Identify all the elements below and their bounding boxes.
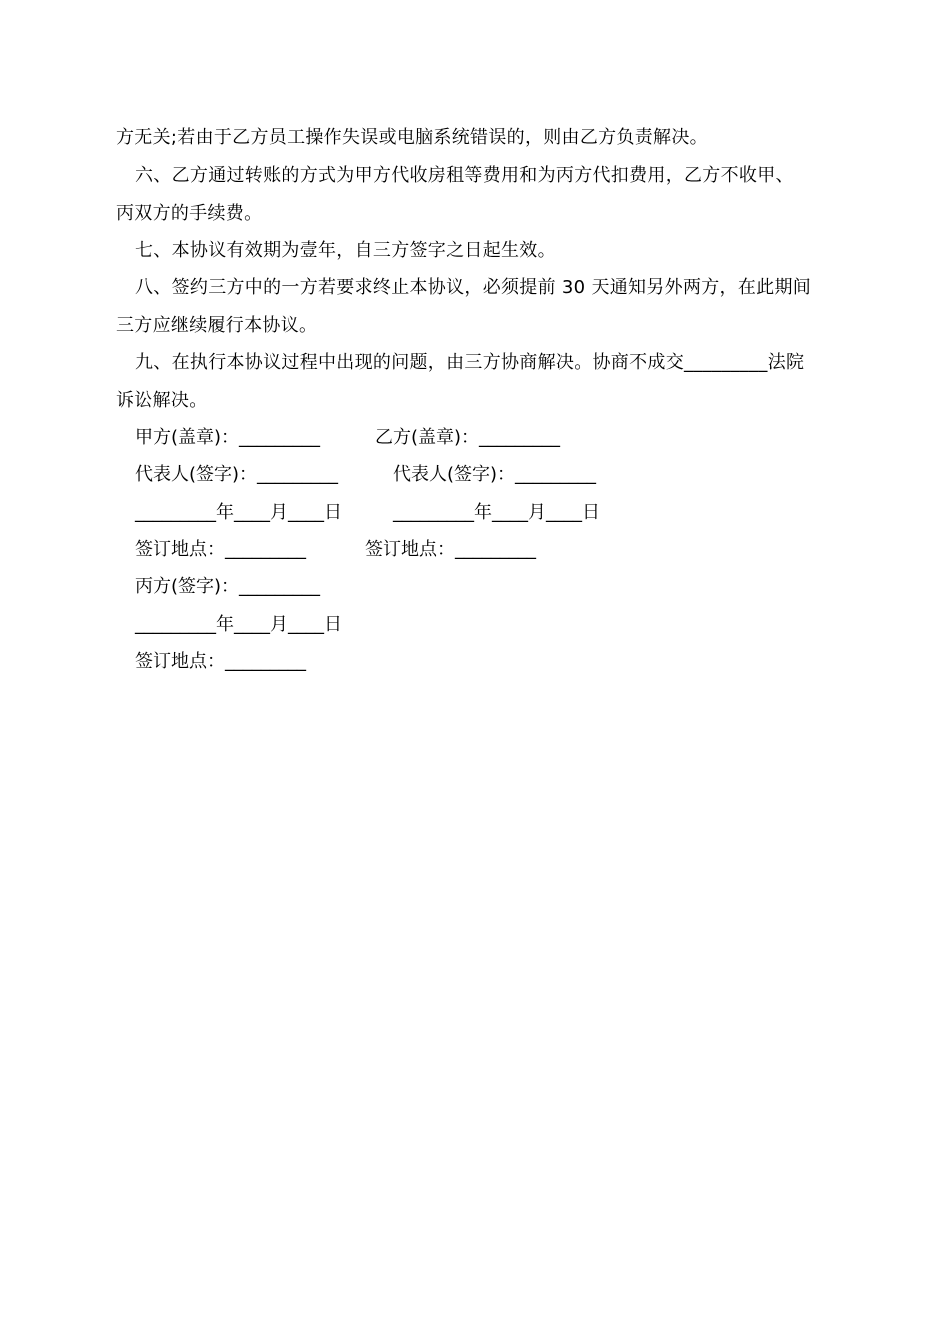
party-b-place-field: 签订地点：_________ xyxy=(365,539,536,560)
clause-eight-line1: 八、签约三方中的一方若要求终止本协议，必须提前 30 天通知另外两方，在此期间 xyxy=(135,277,812,298)
party-c-signature-field: 丙方(签字)：_________ xyxy=(135,576,321,597)
party-b-date-field: _________年____月____日 xyxy=(393,502,600,523)
party-c-place-field: 签订地点：_________ xyxy=(135,651,306,672)
party-a-date-field: _________年____月____日 xyxy=(135,502,342,523)
clause-nine-line1: 九、在执行本协议过程中出现的问题，由三方协商解决。协商不成交_________法院 xyxy=(135,352,805,373)
clause-eight-line2: 三方应继续履行本协议。 xyxy=(116,315,318,336)
party-a-place-field: 签订地点：_________ xyxy=(135,539,306,560)
party-a-seal-field: 甲方(盖章)：_________ xyxy=(135,427,321,448)
clause-six-line1: 六、乙方通过转账的方式为甲方代收房租等费用和为丙方代扣费用，乙方不收甲、 xyxy=(135,165,794,186)
clause-nine-line2: 诉讼解决。 xyxy=(116,390,208,411)
party-b-representative-field: 代表人(签字)：_________ xyxy=(393,464,597,485)
party-c-date-field: _________年____月____日 xyxy=(135,614,342,635)
clause-continuation: 方无关;若由于乙方员工操作失误或电脑系统错误的，则由乙方负责解决。 xyxy=(116,127,708,148)
clause-six-line2: 丙双方的手续费。 xyxy=(116,203,263,224)
clause-seven: 七、本协议有效期为壹年，自三方签字之日起生效。 xyxy=(135,240,556,261)
party-b-seal-field: 乙方(盖章)：_________ xyxy=(375,427,561,448)
party-a-representative-field: 代表人(签字)：_________ xyxy=(135,464,339,485)
